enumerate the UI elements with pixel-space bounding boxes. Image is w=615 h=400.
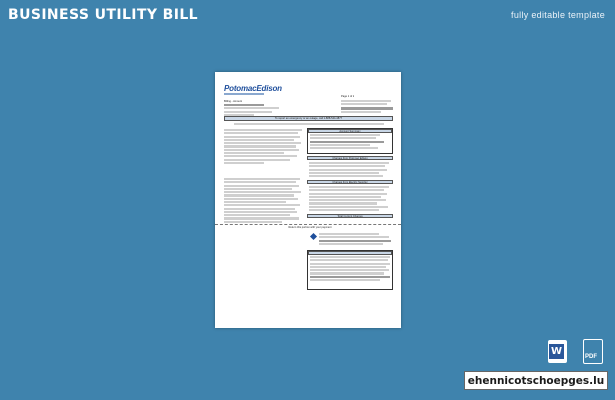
page-indicator: Page 1 of 2 (341, 95, 355, 98)
supplier-lines (309, 186, 393, 212)
tear-line (215, 224, 401, 225)
stub-lines (319, 233, 391, 246)
logo-underline (224, 93, 264, 95)
pay-stub-heading: Return this portion with your payment (288, 226, 332, 229)
account-info (341, 100, 393, 114)
charges-heading: Charges from Potomac Edison (307, 156, 393, 160)
usage-column (224, 178, 304, 224)
template-subtitle: fully editable template (511, 10, 605, 20)
charges-lines (309, 162, 393, 178)
company-logo: PotomacEdison (224, 84, 282, 93)
customer-name: Billing - Amount (224, 100, 243, 103)
supplier-heading: Charges from Electric Supplier (307, 180, 393, 184)
stub-logo-icon (310, 233, 317, 240)
payment-table (307, 250, 393, 290)
word-file-icon[interactable]: W (548, 340, 567, 363)
notice-detail (224, 123, 393, 126)
emergency-notice: To report an emergency or an outage, call 1-888-544-4877 (224, 116, 393, 121)
total-charges: Total Current Charges (307, 214, 393, 218)
site-watermark: ehennicotschoepges.lu (464, 371, 608, 390)
message-column (224, 129, 304, 165)
bill-document (215, 72, 401, 328)
account-summary-box (307, 128, 393, 154)
account-summary-heading: Account Summary (308, 129, 392, 133)
pdf-file-icon[interactable]: PDF (583, 339, 603, 364)
template-title: BUSINESS UTILITY BILL (8, 7, 198, 23)
